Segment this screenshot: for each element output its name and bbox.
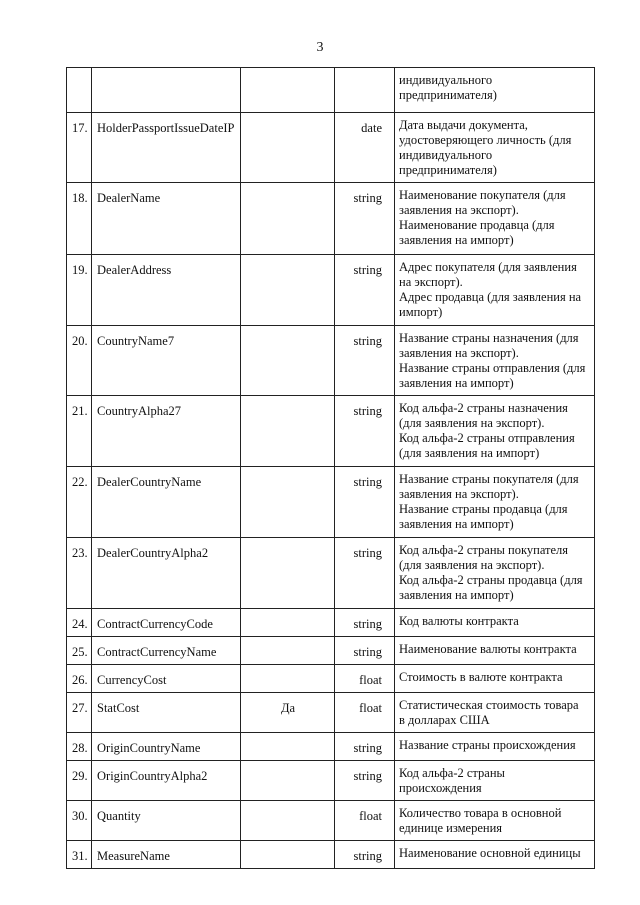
description-line: Код альфа-2 страны отправления [399, 431, 575, 445]
description-line: заявления на импорт) [399, 517, 514, 531]
description-cell [395, 801, 595, 841]
required-cell: Да [241, 693, 335, 733]
row-number-cell: 22. [67, 467, 92, 538]
row-number-cell: 18. [67, 183, 92, 255]
description-cell [395, 68, 595, 113]
description-line: Код валюты контракта [399, 614, 519, 628]
description-line: Адрес продавца (для заявления на [399, 290, 582, 304]
description-line: единице измерения [399, 821, 503, 835]
required-cell [241, 761, 335, 801]
description-cell [395, 733, 595, 761]
field-name-cell: DealerCountryAlpha2 [92, 538, 241, 609]
description-cell [395, 609, 595, 637]
description-line: Название страны отправления (для [399, 361, 586, 375]
table-row [67, 396, 595, 467]
description-line: Название страны назначения (для [399, 331, 579, 345]
description-cell [395, 113, 595, 183]
description-cell [395, 841, 595, 869]
required-cell [241, 841, 335, 869]
description-line: Наименование валюты контракта [399, 642, 577, 656]
row-number-cell: 29. [67, 761, 92, 801]
description-cell [395, 255, 595, 326]
required-cell [241, 801, 335, 841]
required-cell [241, 326, 335, 396]
description-line: Стоимость в валюте контракта [399, 670, 563, 684]
table-row [67, 255, 595, 326]
field-name-cell: StatCost [92, 693, 241, 733]
description-line: Статистическая стоимость товара [399, 698, 579, 712]
data-type-cell: string [335, 326, 395, 396]
data-type-cell: string [335, 183, 395, 255]
table-row [67, 693, 595, 733]
description-line: Название страны продавца (для [399, 502, 568, 516]
field-name-cell: OriginCountryAlpha2 [92, 761, 241, 801]
table-row [67, 733, 595, 761]
description-cell [395, 693, 595, 733]
table-row [67, 538, 595, 609]
row-number-cell: 20. [67, 326, 92, 396]
description-line: Наименование покупателя (для [399, 188, 566, 202]
description-line: на экспорт). [399, 275, 463, 289]
description-line: (для заявления на экспорт). [399, 558, 545, 572]
description-line: импорт) [399, 305, 443, 319]
row-number-cell: 24. [67, 609, 92, 637]
required-cell [241, 467, 335, 538]
field-name-cell: Quantity [92, 801, 241, 841]
field-name-cell [92, 68, 241, 113]
field-name-cell: ContractCurrencyCode [92, 609, 241, 637]
data-type-cell: string [335, 637, 395, 665]
table-row [67, 665, 595, 693]
description-line: предпринимателя) [399, 163, 497, 177]
description-line: Код альфа-2 страны продавца (для [399, 573, 583, 587]
field-name-cell: CountryName7 [92, 326, 241, 396]
table-row [67, 637, 595, 665]
table-row [67, 326, 595, 396]
table-row [67, 841, 595, 869]
field-name-cell: DealerAddress [92, 255, 241, 326]
field-name-cell: MeasureName [92, 841, 241, 869]
table-body [67, 68, 595, 869]
description-line: удостоверяющего личность (для [399, 133, 572, 147]
table-row [67, 609, 595, 637]
required-cell [241, 637, 335, 665]
table-row [67, 801, 595, 841]
required-cell [241, 255, 335, 326]
description-cell [395, 396, 595, 467]
data-type-cell: string [335, 761, 395, 801]
description-cell [395, 761, 595, 801]
row-number-cell: 17. [67, 113, 92, 183]
field-name-cell: CurrencyCost [92, 665, 241, 693]
required-cell [241, 68, 335, 113]
table-row [67, 183, 595, 255]
row-number-cell: 28. [67, 733, 92, 761]
row-number-cell: 27. [67, 693, 92, 733]
field-name-cell: ContractCurrencyName [92, 637, 241, 665]
row-number-cell: 31. [67, 841, 92, 869]
description-line: предпринимателя) [399, 88, 497, 102]
description-cell [395, 637, 595, 665]
description-line: Код альфа-2 страны назначения [399, 401, 568, 415]
description-line: Код альфа-2 страны [399, 766, 505, 780]
description-line: в долларах США [399, 713, 490, 727]
fields-table [66, 67, 595, 869]
data-type-cell: string [335, 841, 395, 869]
description-line: индивидуального [399, 148, 493, 162]
row-number-cell: 23. [67, 538, 92, 609]
field-name-cell: OriginCountryName [92, 733, 241, 761]
data-type-cell: float [335, 801, 395, 841]
data-type-cell: string [335, 467, 395, 538]
description-line: (для заявления на экспорт). [399, 416, 545, 430]
data-type-cell [335, 68, 395, 113]
description-cell [395, 467, 595, 538]
description-line: Название страны покупателя (для [399, 472, 579, 486]
page-number: 3 [316, 40, 324, 55]
description-cell [395, 183, 595, 255]
description-line: Дата выдачи документа, [399, 118, 528, 132]
description-line: заявления на импорт) [399, 233, 514, 247]
description-line: заявления на экспорт). [399, 487, 519, 501]
description-cell [395, 538, 595, 609]
description-cell [395, 326, 595, 396]
data-type-cell: string [335, 609, 395, 637]
description-line: Наименование основной единицы [399, 846, 581, 860]
description-cell [395, 665, 595, 693]
description-line: заявления на экспорт). [399, 346, 519, 360]
data-type-cell: float [335, 665, 395, 693]
row-number-cell: 25. [67, 637, 92, 665]
field-name-cell: DealerName [92, 183, 241, 255]
table-row [67, 761, 595, 801]
data-type-cell: date [335, 113, 395, 183]
description-line: Адрес покупателя (для заявления [399, 260, 577, 274]
required-cell [241, 665, 335, 693]
data-type-cell: string [335, 396, 395, 467]
required-cell [241, 113, 335, 183]
field-name-cell: DealerCountryName [92, 467, 241, 538]
required-cell [241, 396, 335, 467]
description-line: заявления на импорт) [399, 376, 514, 390]
field-name-cell: CountryAlpha27 [92, 396, 241, 467]
description-line: Наименование продавца (для [399, 218, 555, 232]
row-number-cell: 19. [67, 255, 92, 326]
row-number-cell [67, 68, 92, 113]
description-line: индивидуального [399, 73, 493, 87]
data-type-cell: string [335, 733, 395, 761]
field-name-cell: HolderPassportIssueDateIP [92, 113, 241, 183]
row-number-cell: 21. [67, 396, 92, 467]
required-cell [241, 733, 335, 761]
data-type-cell: float [335, 693, 395, 733]
description-line: заявления на экспорт). [399, 203, 519, 217]
description-line: Количество товара в основной [399, 806, 562, 820]
data-type-cell: string [335, 538, 395, 609]
row-number-cell: 26. [67, 665, 92, 693]
table-row [67, 467, 595, 538]
required-cell [241, 538, 335, 609]
description-line: Название страны происхождения [399, 738, 576, 752]
row-number-cell: 30. [67, 801, 92, 841]
table-row [67, 113, 595, 183]
required-cell [241, 183, 335, 255]
description-line: происхождения [399, 781, 482, 795]
table-row [67, 68, 595, 113]
description-line: (для заявления на импорт) [399, 446, 540, 460]
data-type-cell: string [335, 255, 395, 326]
description-line: Код альфа-2 страны покупателя [399, 543, 569, 557]
required-cell [241, 609, 335, 637]
description-line: заявления на импорт) [399, 588, 514, 602]
